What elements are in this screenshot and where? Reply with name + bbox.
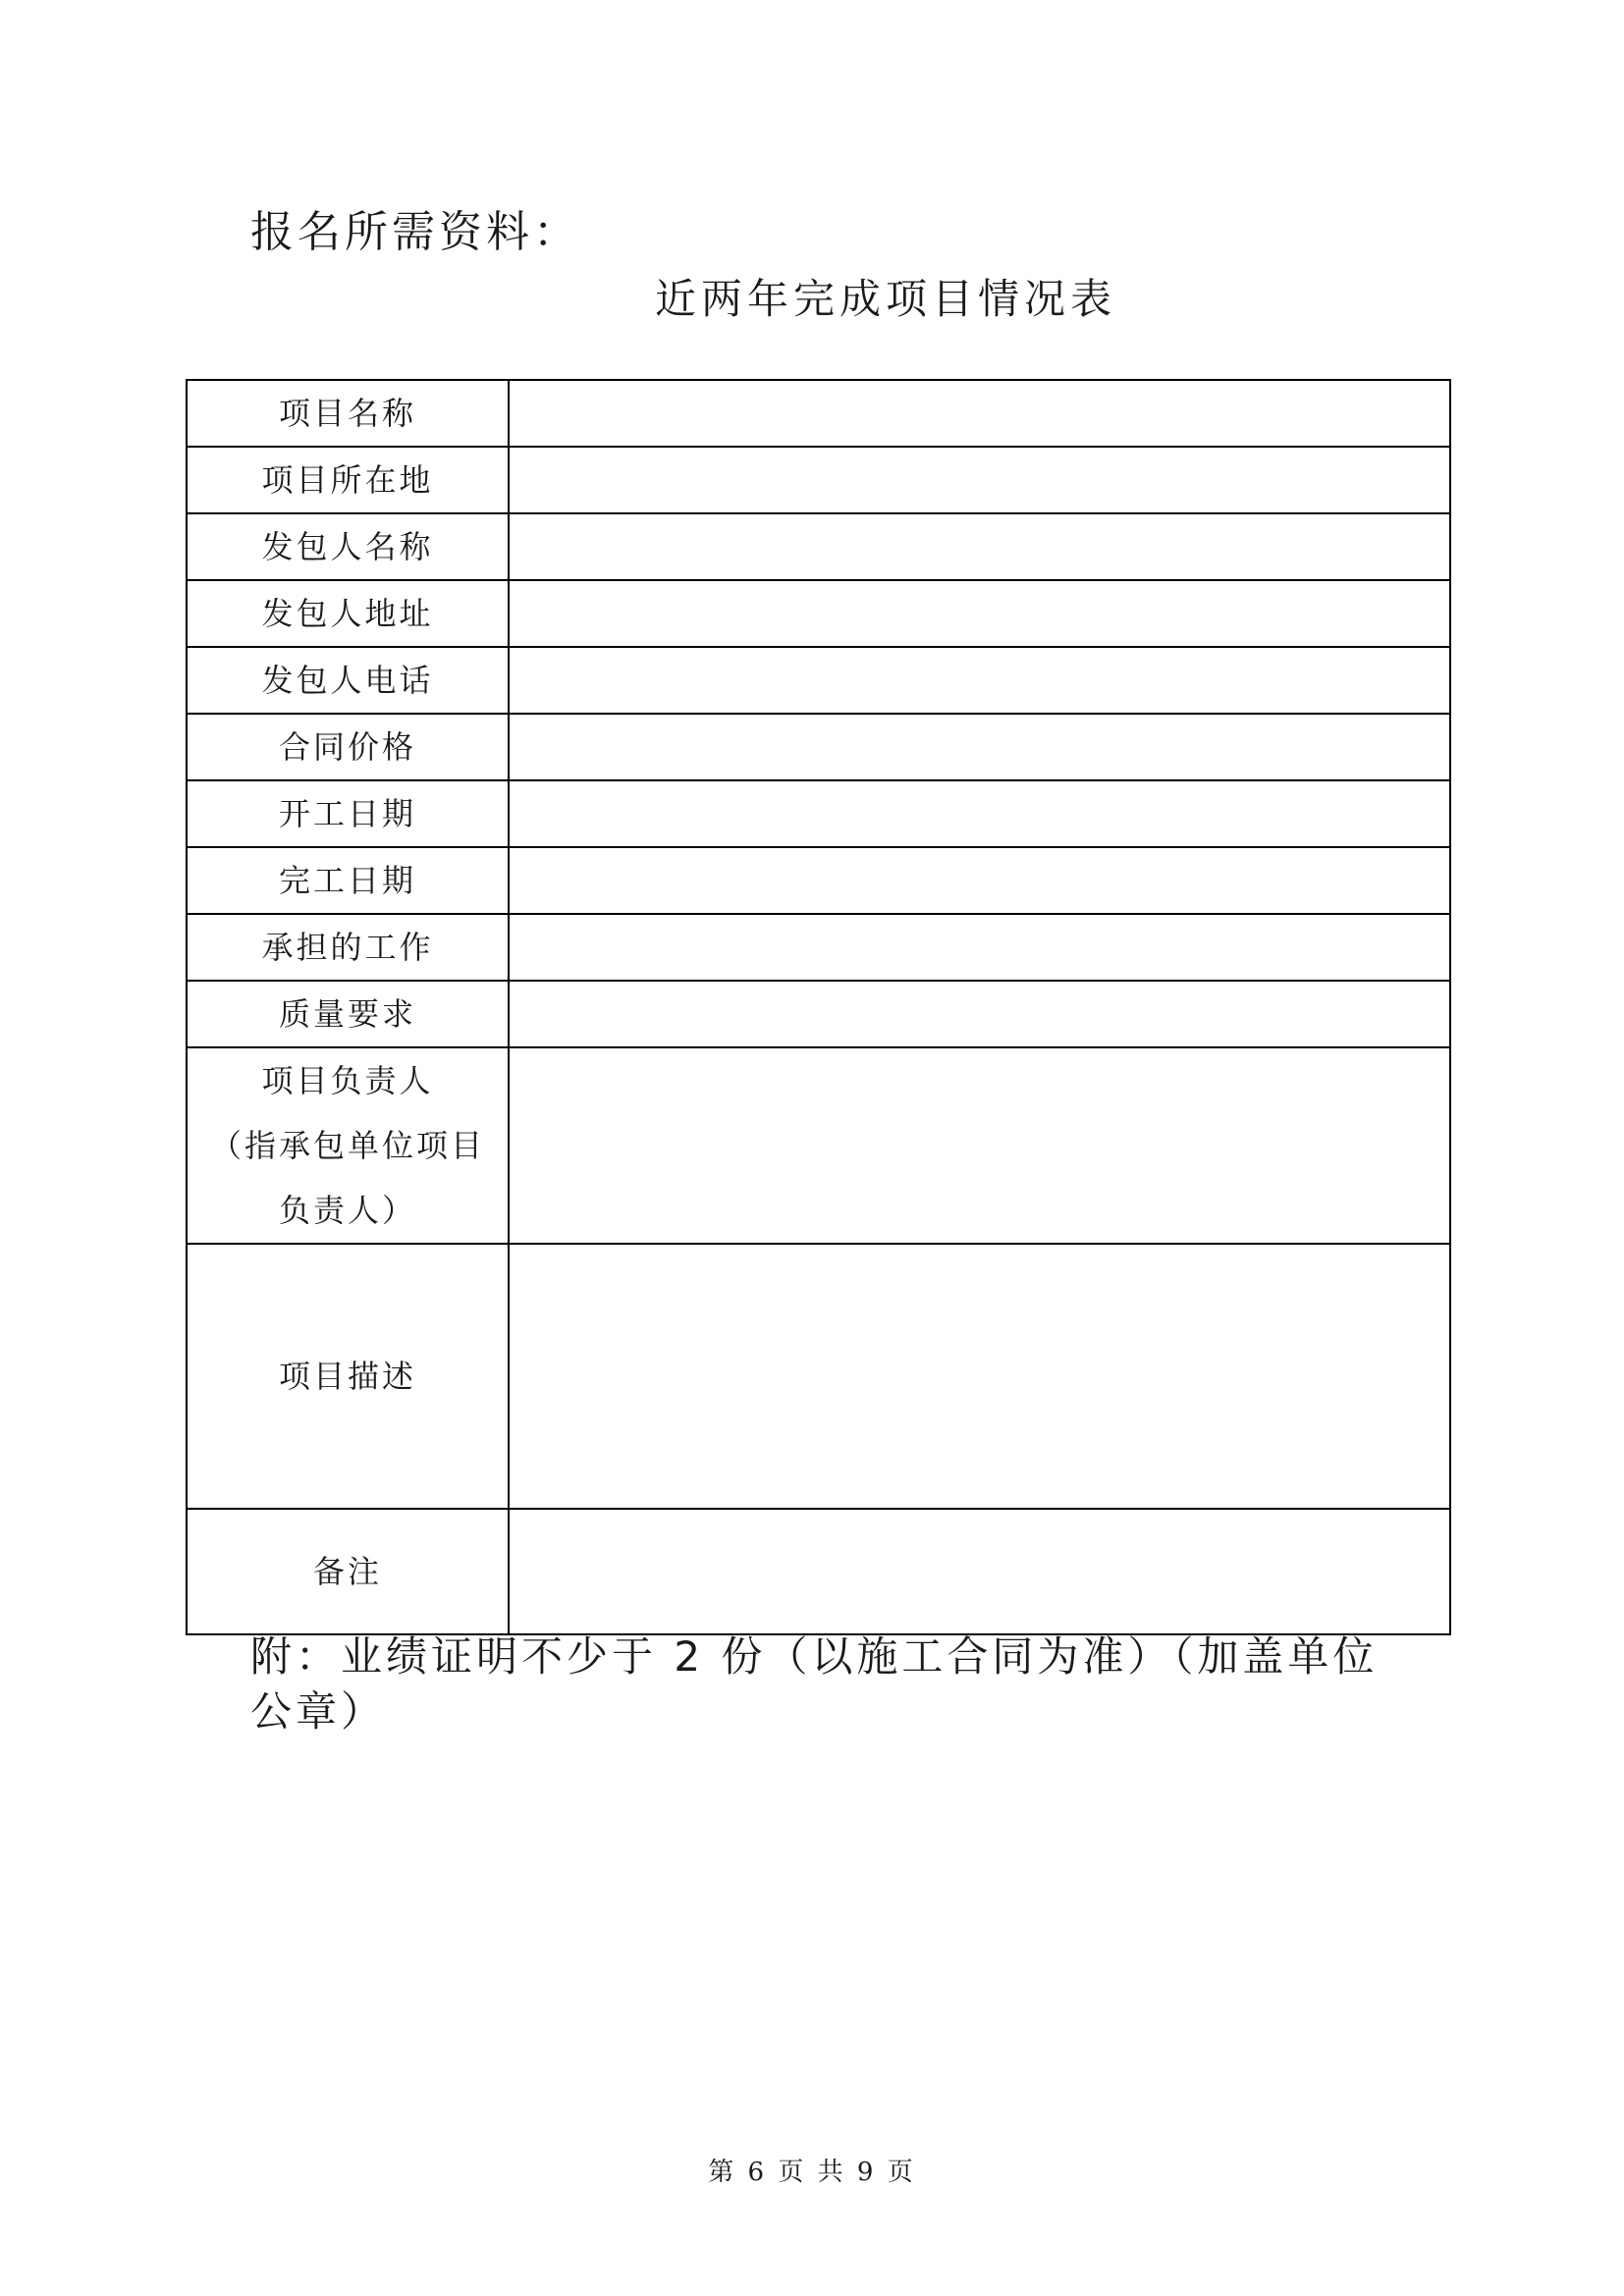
row-label-project-name: 项目名称	[187, 380, 509, 447]
row-label-contract-price: 合同价格	[187, 714, 509, 780]
row-value-completion-date[interactable]	[509, 847, 1450, 914]
table-row	[187, 580, 1450, 647]
project-info-table	[186, 379, 1451, 1635]
table-row	[187, 914, 1450, 981]
row-label-start-date: 开工日期	[187, 780, 509, 847]
row-value-employer-phone[interactable]	[509, 647, 1450, 714]
table-row	[187, 380, 1450, 447]
row-label-quality-requirement: 质量要求	[187, 981, 509, 1047]
row-value-project-name[interactable]	[509, 380, 1450, 447]
section-heading: 报名所需资料：	[250, 207, 580, 257]
table-row	[187, 447, 1450, 513]
row-label-employer-name: 发包人名称	[187, 513, 509, 580]
row-label-employer-address: 发包人地址	[187, 580, 509, 647]
row-value-project-manager[interactable]	[509, 1047, 1450, 1244]
table-row	[187, 513, 1450, 580]
row-value-remarks[interactable]	[509, 1509, 1450, 1634]
row-value-employer-address[interactable]	[509, 580, 1450, 647]
table-row	[187, 847, 1450, 914]
row-value-project-location[interactable]	[509, 447, 1450, 513]
row-value-quality-requirement[interactable]	[509, 981, 1450, 1047]
table-title: 近两年完成项目情况表	[654, 275, 1116, 323]
row-label-work-undertaken: 承担的工作	[187, 914, 509, 981]
row-label-project-location: 项目所在地	[187, 447, 509, 513]
row-label-remarks: 备注	[187, 1509, 509, 1634]
table-row	[187, 780, 1450, 847]
row-label-completion-date: 完工日期	[187, 847, 509, 914]
row-value-contract-price[interactable]	[509, 714, 1450, 780]
row-value-start-date[interactable]	[509, 780, 1450, 847]
table-row	[187, 1244, 1450, 1509]
table-row	[187, 647, 1450, 714]
row-value-work-undertaken[interactable]	[509, 914, 1450, 981]
row-label-project-description: 项目描述	[187, 1244, 509, 1509]
page-footer: 第 6 页 共 9 页	[708, 2158, 916, 2187]
table-row	[187, 981, 1450, 1047]
table-row	[187, 1047, 1450, 1244]
row-label-project-manager: 项目负责人 （指承包单位项目 负责人）	[187, 1047, 509, 1244]
table-row	[187, 1509, 1450, 1634]
attachment-note: 附：业绩证明不少于 2 份（以施工合同为准）（加盖单位公章）	[250, 1632, 1379, 1735]
row-value-project-description[interactable]	[509, 1244, 1450, 1509]
table-row	[187, 714, 1450, 780]
row-label-employer-phone: 发包人电话	[187, 647, 509, 714]
row-value-employer-name[interactable]	[509, 513, 1450, 580]
